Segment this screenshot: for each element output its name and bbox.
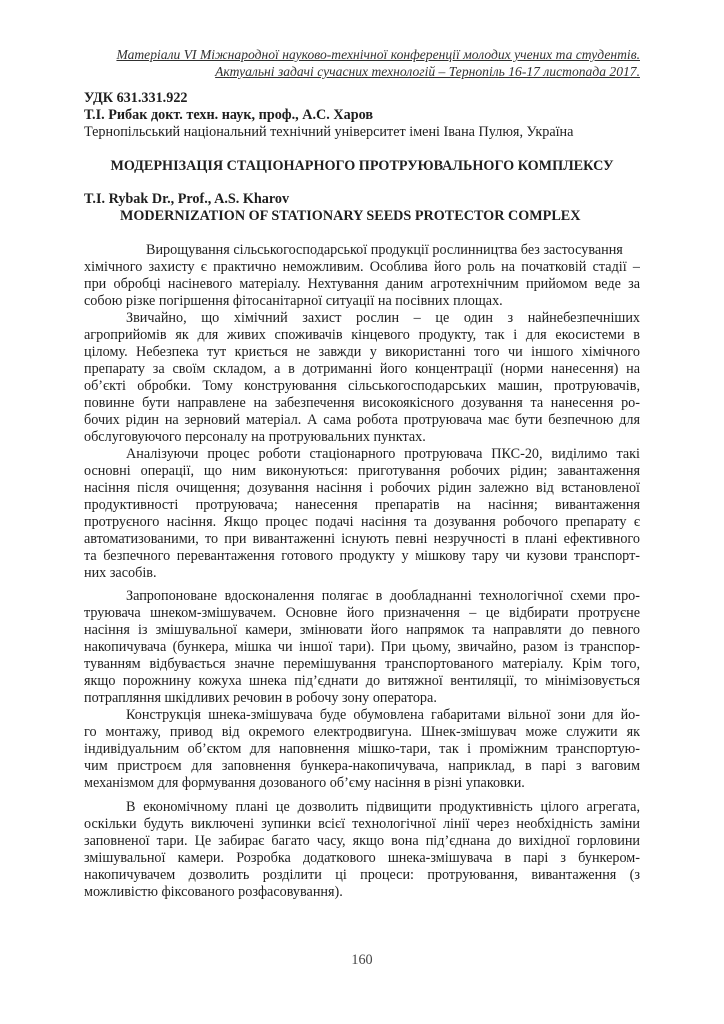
body-line: заповненої тари. Це забирає багато часу, якщо вона під’єднана до вихідної горловини: [84, 833, 640, 849]
body-line: змішувальної камери. Розробка додаткового шнека-змішувача в парі з бункером-: [84, 850, 640, 866]
body-line: чим пристроєм для заповнення бункера-накопичувача, наприклад, в парі з ваговим: [84, 758, 640, 774]
body-line: собою різке погіршення фітосанітарної ситуації на посівних площах.: [84, 293, 503, 309]
body-line: цілому. Небезпека тут криється не завжди у використанні того чи іншого хімічного: [84, 344, 640, 360]
affiliation: Тернопільський національний технічний університет імені Івана Пулюя, Україна: [84, 124, 574, 140]
body-line: обслуговуючого персоналу на протруювальних пунктах.: [84, 429, 426, 445]
body-line: Вирощування сільськогосподарської продукції рослинництва без застосування: [146, 242, 623, 258]
running-header-line-2: Актуальні задачі сучасних технологій – Тернопіль 16-17 листопада 2017.: [215, 64, 640, 79]
body-line: Запропоноване вдосконалення полягає в дообладнанні технологічної схеми про-: [126, 588, 640, 604]
authors-ukrainian: Т.І. Рибак докт. техн. наук, проф., А.С. Харов: [84, 107, 374, 123]
title-english: MODERNIZATION OF STATIONARY SEEDS PROTECTOR COMPLEX: [120, 208, 581, 224]
udk-code: УДК 631.331.922: [84, 90, 188, 106]
body-line: Аналізуючи процес роботи стаціонарного протруювача ПКС-20, виділимо такі: [126, 446, 640, 462]
body-line: хімічного захисту є практично неможливим. Особлива його роль на початковій стадії –: [84, 259, 640, 275]
title-ukrainian: МОДЕРНІЗАЦІЯ СТАЦІОНАРНОГО ПРОТРУЮВАЛЬНОГО КОМПЛЕКСУ: [110, 158, 614, 174]
body-line: накопичувача (бункера, мішка чи іншої тари). При цьому, звичайно, разом із транспор-: [84, 639, 640, 655]
body-line: повинне бути направлене на забезпечення високоякісного дозування та нанесення ро-: [84, 395, 640, 411]
body-line: потрапляння шкідливих речовин в робочу зону оператора.: [84, 690, 437, 706]
body-line: оскільки будуть виключені зупинки всієї технологічної лінії через необхідність заміни: [84, 816, 640, 832]
body-line: В економічному плані це дозволить підвищити продуктивність цілого агрегата,: [126, 799, 640, 815]
body-line: насіння із змішувальної камери, змінювати його напрямок та направляти до певного: [84, 622, 640, 638]
body-line: основні операції, що ним виконуються: приготування робочих рідин; завантаження: [84, 463, 640, 479]
body-line: бочих рідин на зерновий матеріал. А сама робота протруювача має бути безпечною для: [84, 412, 640, 428]
body-line: автоматизованими, то при вивантаженні існують певні незручності в плані ефективного: [84, 531, 640, 547]
body-line: труювача шнеком-змішувачем. Основне його призначення – це відбирати протруєне: [84, 605, 640, 621]
body-line: протруєного насіння. Якщо процес подачі насіння та дозування робочого препарату є: [84, 514, 640, 530]
body-line: об’єкті обробки. Тому конструювання сільськогосподарських машин, протруювачів,: [84, 378, 640, 394]
body-line: Звичайно, що хімічний захист рослин – це один з найнебезпечніших: [126, 310, 640, 326]
running-header-line-1: Матеріали VI Міжнародної науково-технічної конференції молодих учених та студентів.: [116, 47, 640, 62]
body-line: індивідуальним об’єктом для наповнення мішко-тари, так і проміжним транспортую-: [84, 741, 640, 757]
body-line: продуктивності протруювача; нанесення препаратів на насіння; вивантаження: [84, 497, 640, 513]
body-line: та безпечного перевантаження готового продукту у мішкову тару чи кузови транспорт-: [84, 548, 640, 564]
body-line: туванням відбувається значне перемішування транспортованого матеріалу. Крім того,: [84, 656, 640, 672]
body-line: Конструкція шнека-змішувача буде обумовлена габаритами вільної зони для йо-: [126, 707, 640, 723]
body-line: якщо порожнину кожуха шнека під’єднати до витяжної вентиляції, то мінімізовується: [84, 673, 640, 689]
body-line: агроприйомів як для живих споживачів кінцевого продукту, так і для екосистеми в: [84, 327, 640, 343]
body-line: можливістю фіксованого розфасовування).: [84, 884, 343, 900]
body-line: накопичувачем дозволить розділити ці процеси: протруювання, вивантаження (з: [84, 867, 640, 883]
body-line: насіння після очищення; дозування насіння і робочих рідин залежно від встановленої: [84, 480, 640, 496]
authors-english: T.I. Rybak Dr., Prof., A.S. Kharov: [84, 191, 290, 207]
body-line: го монтажу, привод від окремого електродвигуна. Шнек-змішувач може служити як: [84, 724, 640, 740]
body-line: механізмом для формування дозованого об’єму насіння в різні упаковки.: [84, 775, 525, 791]
body-line: препарату за своїм складом, а в дотриманні його концентрації (норми нанесення) на: [84, 361, 640, 377]
page-number: 160: [351, 952, 373, 968]
body-line: при обробці насіневого матеріалу. Нехтування даним агротехнічним прийомом веде за: [84, 276, 640, 292]
body-line: них засобів.: [84, 565, 157, 581]
